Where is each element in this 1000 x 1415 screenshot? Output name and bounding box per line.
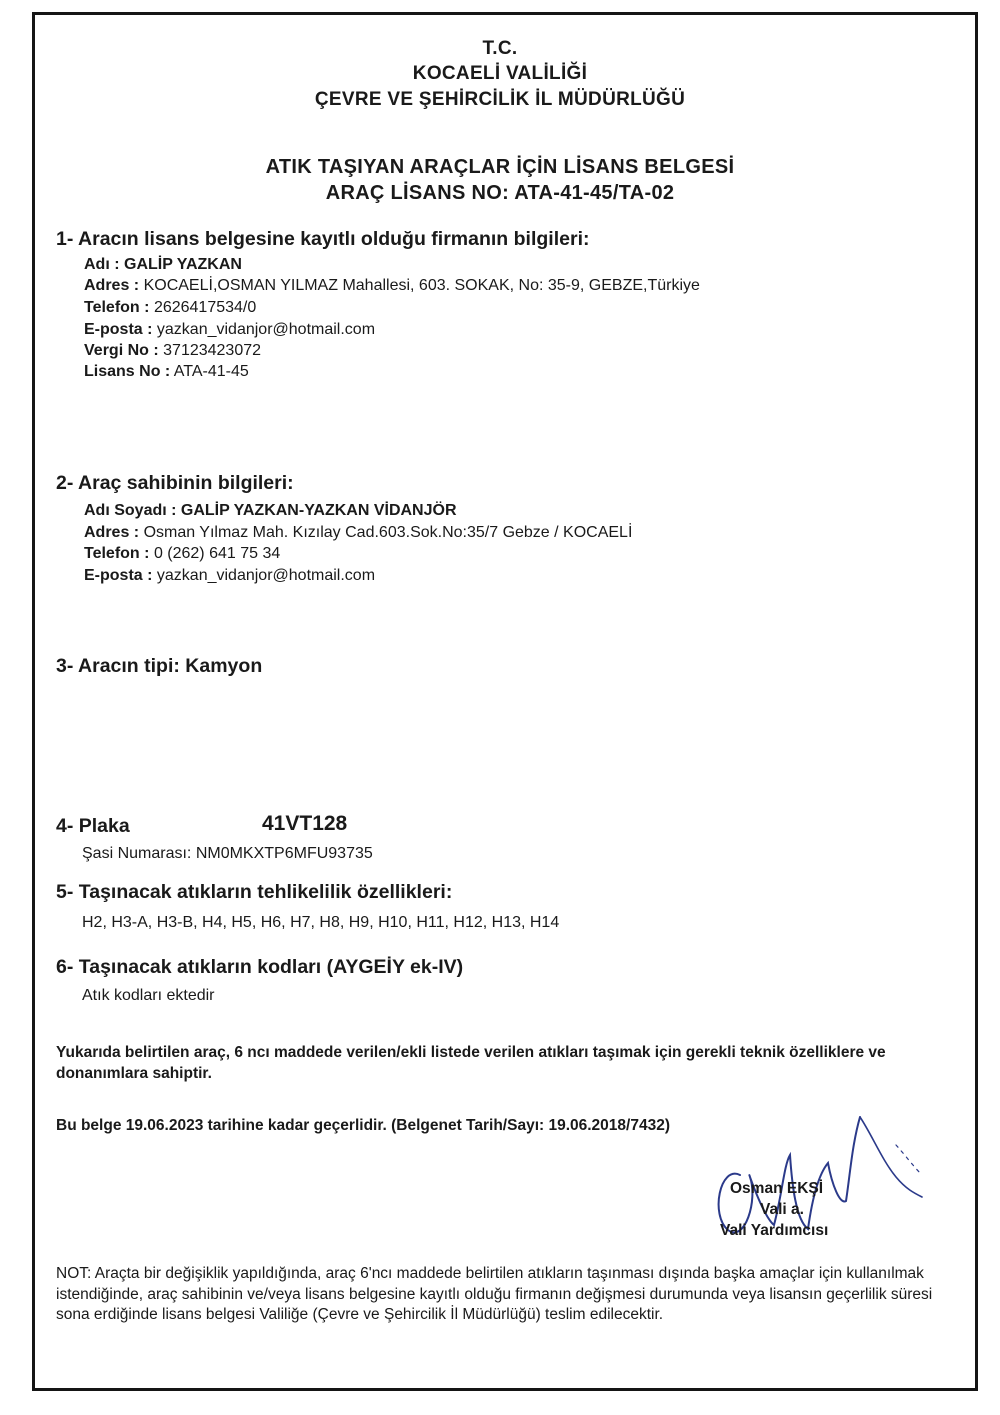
header-governorship: KOCAELİ VALİLİĞİ: [412, 63, 588, 84]
firm-tax-field: Vergi No : 37123423072: [84, 342, 262, 359]
signer-name: Osman EKŞİ: [730, 1180, 824, 1197]
section5-heading: 5- Taşınacak atıkların tehlikelilik özellikleri:: [56, 881, 453, 903]
signer-title-1: Vali a.: [760, 1201, 804, 1218]
owner-name-field: Adı Soyadı : GALİP YAZKAN-YAZKAN VİDANJÖR: [84, 502, 457, 519]
firm-email-field: E-posta : yazkan_vidanjor@hotmail.com: [84, 321, 376, 338]
chassis-number: Şasi Numarası: NM0MKXTP6MFU93735: [82, 845, 373, 862]
header-directorate: ÇEVRE VE ŞEHİRCİLİK İL MÜDÜRLÜĞÜ: [314, 89, 686, 110]
owner-email-field: E-posta : yazkan_vidanjor@hotmail.com: [84, 567, 376, 584]
firm-address-field: Adres : KOCAELİ,OSMAN YILMAZ Mahallesi, 603. SOKAK, No: 35-9, GEBZE,Türkiye: [84, 277, 700, 294]
document-title: ATIK TAŞIYAN ARAÇLAR İÇİN LİSANS BELGESİ: [265, 156, 735, 178]
signer-title-2: Vali Yardımcısı: [720, 1222, 829, 1239]
header-tc: T.C.: [482, 38, 518, 59]
plate-heading: 4- Plaka: [56, 815, 130, 837]
firm-name-field: Adı : GALİP YAZKAN: [84, 256, 242, 273]
validity-statement: Bu belge 19.06.2023 tarihine kadar geçerlidir. (Belgenet Tarih/Sayı: 19.06.2018/7432): [56, 1117, 670, 1134]
firm-license-field: Lisans No : ATA-41-45: [84, 363, 249, 380]
compliance-statement: Yukarıda belirtilen araç, 6 ncı maddede verilen/ekli listede verilen atıkları taşımak için gerekli teknik özelliklere ve donanımlara sahiptir.: [56, 1044, 886, 1082]
license-number: ARAÇ LİSANS NO: ATA-41-45/TA-02: [325, 182, 675, 204]
section2-heading: 2- Araç sahibinin bilgileri:: [56, 472, 294, 494]
owner-phone-field: Telefon : 0 (262) 641 75 34: [84, 545, 281, 562]
plate-number: 41VT128: [262, 812, 348, 835]
firm-phone-field: Telefon : 2626417534/0: [84, 299, 257, 316]
hazard-properties: H2, H3-A, H3-B, H4, H5, H6, H7, H8, H9, H10, H11, H12, H13, H14: [82, 914, 560, 931]
note-text: NOT: Araçta bir değişiklik yapıldığında, araç 6'ncı maddede belirtilen atıkların taşınması dışında başka amaçlar için kullanılmak istendiğinde, araç sahibinin ve/veya lisans belgesine kayıtlı olduğu firmanın değişmesi durumunda veya lisansın geçerlilik süresi sona erdiğinde lisans belgesi Valiliğe (Çevre ve Şehircilik İl Müdürlüğü) teslim edilecektir.: [56, 1265, 933, 1323]
section1-heading: 1- Aracın lisans belgesine kayıtlı olduğu firmanın bilgileri:: [56, 228, 590, 250]
section6-heading: 6- Taşınacak atıkların kodları (AYGEİY ek-IV): [56, 956, 464, 978]
waste-codes: Atık kodları ektedir: [82, 987, 215, 1004]
owner-address-field: Adres : Osman Yılmaz Mah. Kızılay Cad.603.Sok.No:35/7 Gebze / KOCAELİ: [84, 524, 633, 541]
vehicle-type-heading: 3- Aracın tipi: Kamyon: [56, 655, 263, 677]
